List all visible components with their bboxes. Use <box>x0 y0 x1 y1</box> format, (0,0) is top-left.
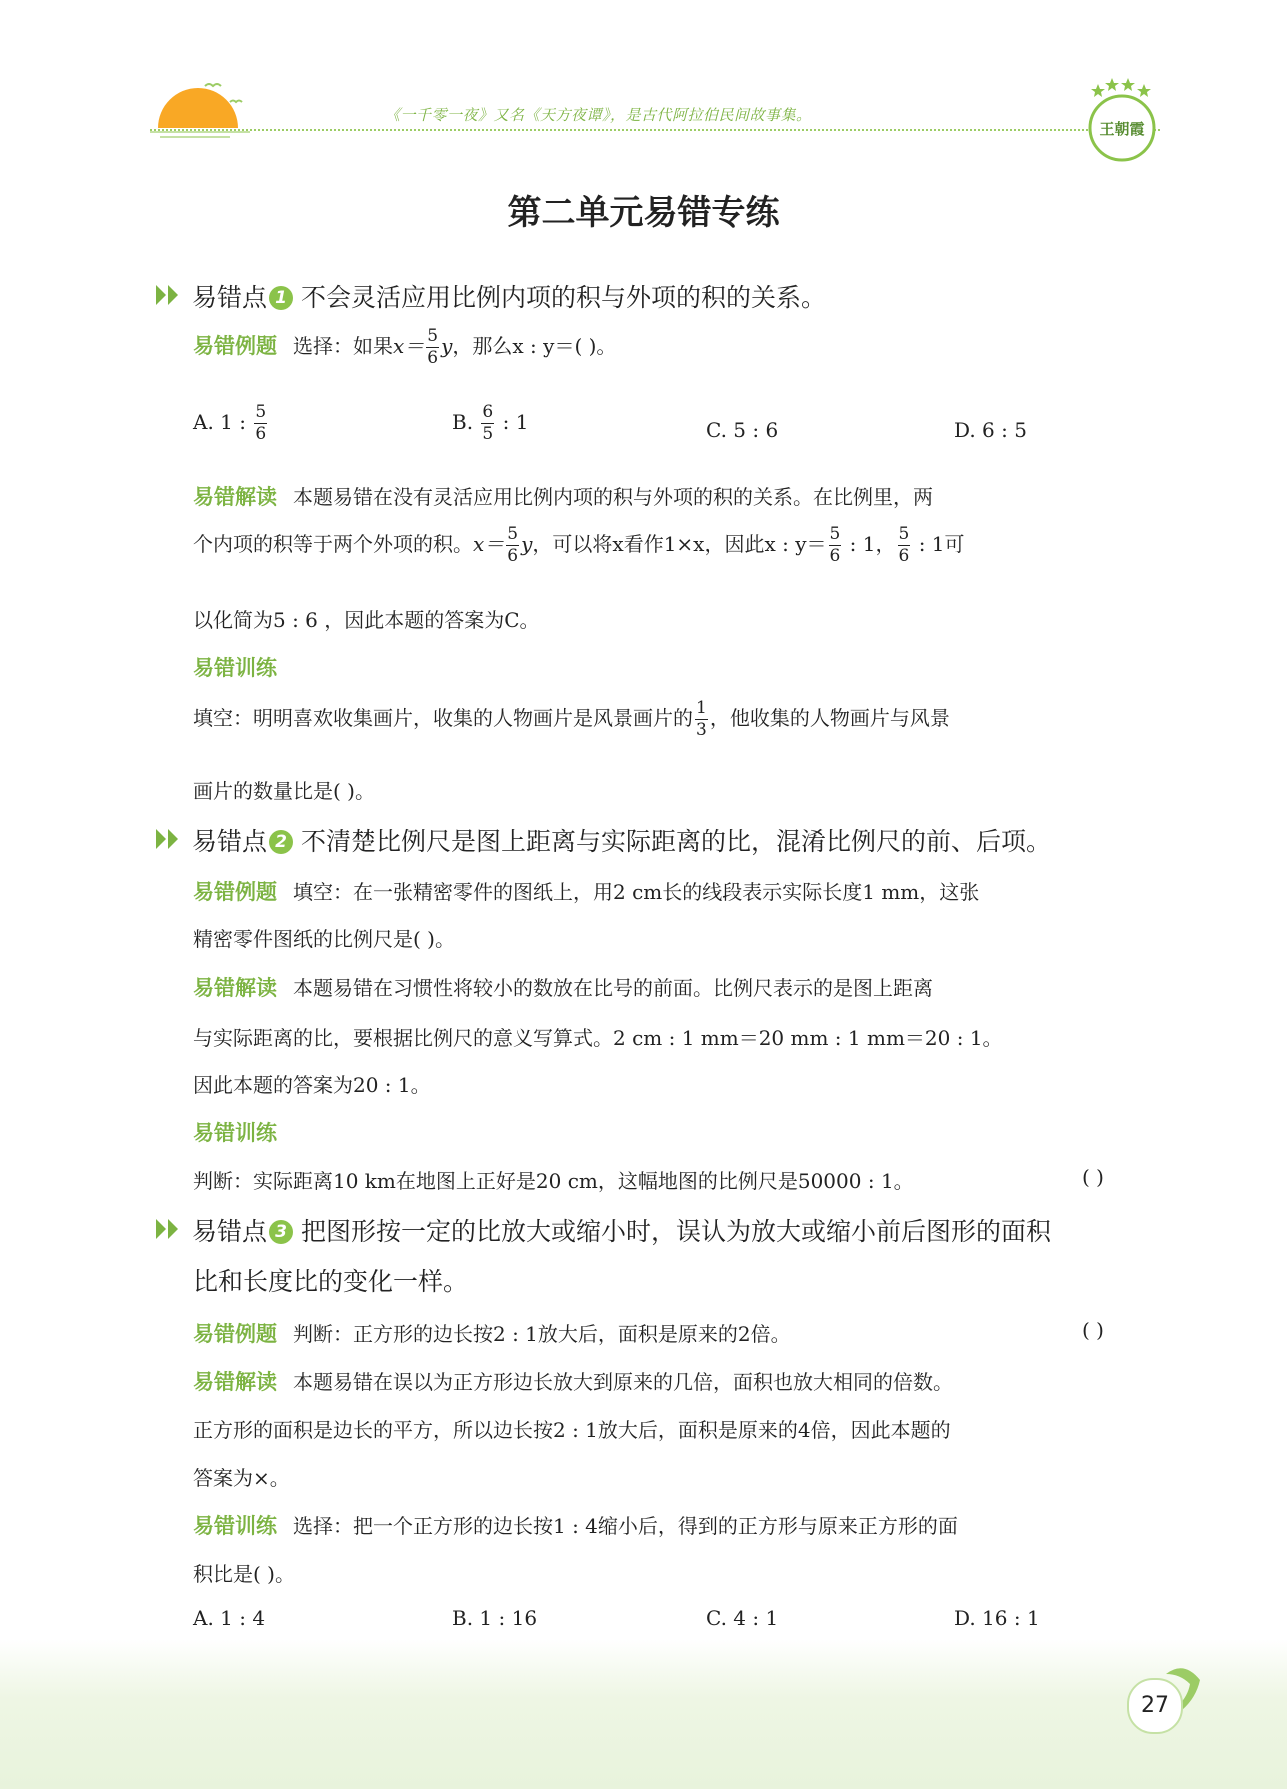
option-a: A. 1 : 4 <box>193 1606 266 1630</box>
example-3: 易错例题 判断：正方形的边长按2 : 1放大后，面积是原来的2倍。 <box>193 1322 791 1346</box>
training-2-line-1: 判断：实际距离10 km在地图上正好是20 cm，这幅地图的比例尺是50000 : 1。 <box>193 1169 914 1193</box>
analysis-3-line-3: 答案为×。 <box>193 1466 290 1490</box>
error-point-3-cont: 比和长度比的变化一样。 <box>193 1267 469 1296</box>
analysis-3-line-1: 易错解读 本题易错在误以为正方形边长放大到原来的几倍，面积也放大相同的倍数。 <box>193 1370 953 1394</box>
page-title: 第二单元易错专练 <box>507 193 780 233</box>
brand-badge-icon <box>1084 76 1160 168</box>
analysis-1-line-2: 个内项的积等于两个外项的积。x＝ $\frac{5}{6}$ y，可以将x看作1×x，因此x : y＝ $\frac{5}{6}$ : 1， $\frac{5}{6}$ : 1可 <box>193 524 965 566</box>
header-quote: 《一千零一夜》又名《天方夜谭》，是古代阿拉伯民间故事集。 <box>385 106 812 124</box>
error-point-2 <box>156 822 1051 858</box>
double-arrow-icon <box>156 1216 186 1242</box>
training-1-line-2: 画片的数量比是( )。 <box>193 779 375 803</box>
point-label: 易错点 1 不会灵活应用比例内项的积与外项的积的关系。 <box>192 283 827 312</box>
training-2-label: 易错训练 <box>193 1121 277 1145</box>
point-number-badge: 1 <box>269 286 293 310</box>
option-b: B. $\frac{6}{5}$ : 1 <box>452 402 529 444</box>
example-2-line-2: 精密零件图纸的比例尺是( )。 <box>193 927 455 951</box>
error-point-3 <box>156 1212 1051 1248</box>
point-label: 易错点 3 把图形按一定的比放大或缩小时，误认为放大或缩小前后图形的面积 <box>192 1217 1052 1246</box>
analysis-2-line-3: 因此本题的答案为20 : 1。 <box>193 1073 431 1097</box>
analysis-1-line-1: 易错解读 本题易错在没有灵活应用比例内项的积与外项的积的关系。在比例里，两 <box>193 485 933 509</box>
option-c: C. 5 : 6 <box>706 418 779 442</box>
option-a: A. 1 : $\frac{5}{6}$ <box>193 402 267 444</box>
page-number: 27 <box>1127 1678 1183 1734</box>
badge-text: 王朝霞 <box>1099 120 1145 138</box>
sunset-icon <box>150 80 250 140</box>
double-arrow-icon <box>156 826 186 852</box>
answer-paren[interactable]: ( ) <box>1082 1165 1104 1189</box>
training-1-label: 易错训练 <box>193 656 277 680</box>
training-3-line-2: 积比是( )。 <box>193 1562 295 1586</box>
option-b: B. 1 : 16 <box>452 1606 538 1630</box>
double-arrow-icon <box>156 282 186 308</box>
error-point-1 <box>156 278 826 314</box>
example-1: 易错例题 选择：如果x＝ $\frac{5}{6}$ y，那么x : y＝( )。 <box>193 326 617 368</box>
option-d: D. 6 : 5 <box>954 418 1027 442</box>
analysis-3-line-2: 正方形的面积是边长的平方，所以边长按2 : 1放大后，面积是原来的4倍，因此本题的 <box>193 1418 951 1442</box>
fraction-5-6: $\frac{5}{6}$ <box>427 326 439 368</box>
point-number-badge: 2 <box>269 830 293 854</box>
answer-paren[interactable]: ( ) <box>1082 1318 1104 1342</box>
point-number-badge: 3 <box>269 1220 293 1244</box>
analysis-2-line-1: 易错解读 本题易错在习惯性将较小的数放在比号的前面。比例尺表示的是图上距离 <box>193 976 933 1000</box>
option-d: D. 16 : 1 <box>954 1606 1040 1630</box>
page-header <box>150 80 1160 170</box>
footer-background <box>0 1639 1287 1789</box>
header-divider <box>150 129 1160 131</box>
example-2-line-1: 易错例题 填空：在一张精密零件的图纸上，用2 cm长的线段表示实际长度1 mm，这张 <box>193 880 980 904</box>
analysis-2-line-2: 与实际距离的比，要根据比例尺的意义写算式。2 cm : 1 mm＝20 mm : 1 mm＝20 : 1。 <box>193 1026 1003 1050</box>
point-label: 易错点 2 不清楚比例尺是图上距离与实际距离的比，混淆比例尺的前、后项。 <box>192 827 1052 856</box>
option-c: C. 4 : 1 <box>706 1606 779 1630</box>
analysis-1-line-3: 以化简为5 : 6 ，因此本题的答案为C。 <box>193 608 540 632</box>
training-1-line-1: 填空：明明喜欢收集画片，收集的人物画片是风景画片的 $\frac{1}{3}$ ，他收集的人物画片与风景 <box>193 698 950 740</box>
training-3-line-1: 易错训练 选择：把一个正方形的边长按1 : 4缩小后，得到的正方形与原来正方形的面 <box>193 1514 958 1538</box>
